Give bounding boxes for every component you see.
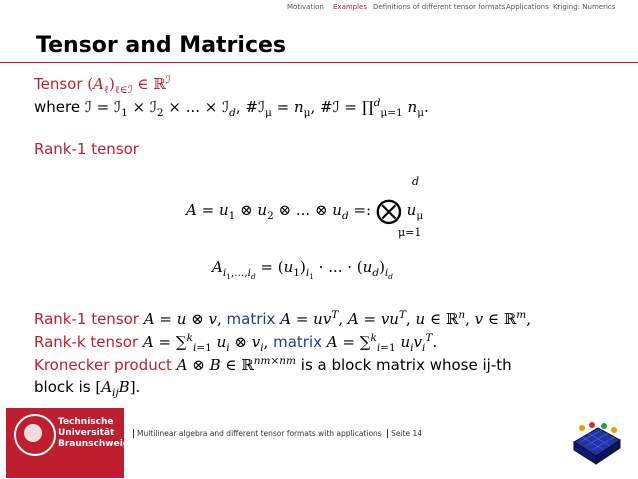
page-number: Seite 14 — [387, 429, 422, 438]
nav-item-kriging[interactable]: Kriging: Numerics — [553, 3, 616, 11]
tensor-definition-line — [34, 74, 171, 96]
nav-item-applications[interactable]: Applications — [506, 3, 549, 11]
rank1-formula: $A = u_1$ ⊗ $u_2$ ⊗ ... ⊗ $u_d$ =: ⨂ $u_\mu$ — [186, 196, 424, 226]
kronecker-line: Kronecker product A ⊗ B ∈ ℝ$^{nm\times nm}$ is a block matrix whose ij-th — [34, 355, 512, 374]
index-set-formula: ℐ = ℐ$_1$ × ℐ$_2$ × ... × ℐ$_d$, #ℐ$_\mu$ = $n_\mu$, #ℐ = ∏$^d_{\mu=1}$ $n_\mu$. — [84, 97, 429, 119]
otimes-lower-limit: μ=1 — [398, 226, 422, 239]
index-set-line — [34, 97, 429, 119]
rank1-matrix-line: Rank-1 tensor A = u ⊗ v, matrix $A = uv^T$, $A = vu^T$, u ∈ ℝ$^n$, v ∈ ℝ$^m$, — [34, 309, 531, 328]
slide-title: Tensor and Matrices — [36, 33, 287, 58]
rank1-heading: Rank-1 tensor — [34, 140, 139, 158]
block-line: block is $[A_{ij}B]$. — [34, 378, 141, 399]
footer-text: Multilinear algebra and different tensor formats with applications — [133, 429, 382, 438]
title-divider — [0, 62, 638, 63]
rankk-line: Rank-k tensor A = ∑$^k_{i=1}$ $u_i$ ⊗ $v_i$, matrix A = ∑$^k_{i=1}$ $u_iv_i^T$. — [34, 332, 438, 354]
footer-bar — [133, 429, 422, 438]
nav-item-definitions[interactable]: Definitions of different tensor formats — [373, 3, 506, 11]
where-label: where — [34, 98, 81, 116]
top-navigation — [0, 0, 638, 14]
nav-item-motivation[interactable]: Motivation — [287, 3, 324, 11]
seal-center — [24, 424, 42, 442]
nav-item-examples[interactable]: Examples — [333, 3, 368, 11]
entrywise-formula: $A_{i_1,...,i_d} = (u_1)_{i_1}$ · ... · $(u_d)_{i_d}$ — [212, 258, 393, 282]
otimes-upper-limit: d — [412, 175, 420, 188]
tensor-formula: $(A_\ell)_{\ell\in ℐ}$ ∈ ℝ$^ℐ$ — [87, 74, 171, 96]
computing-logo-icon — [568, 420, 624, 468]
tensor-label: Tensor — [34, 75, 83, 93]
university-name: Technische Universität Braunschweig — [58, 417, 130, 449]
